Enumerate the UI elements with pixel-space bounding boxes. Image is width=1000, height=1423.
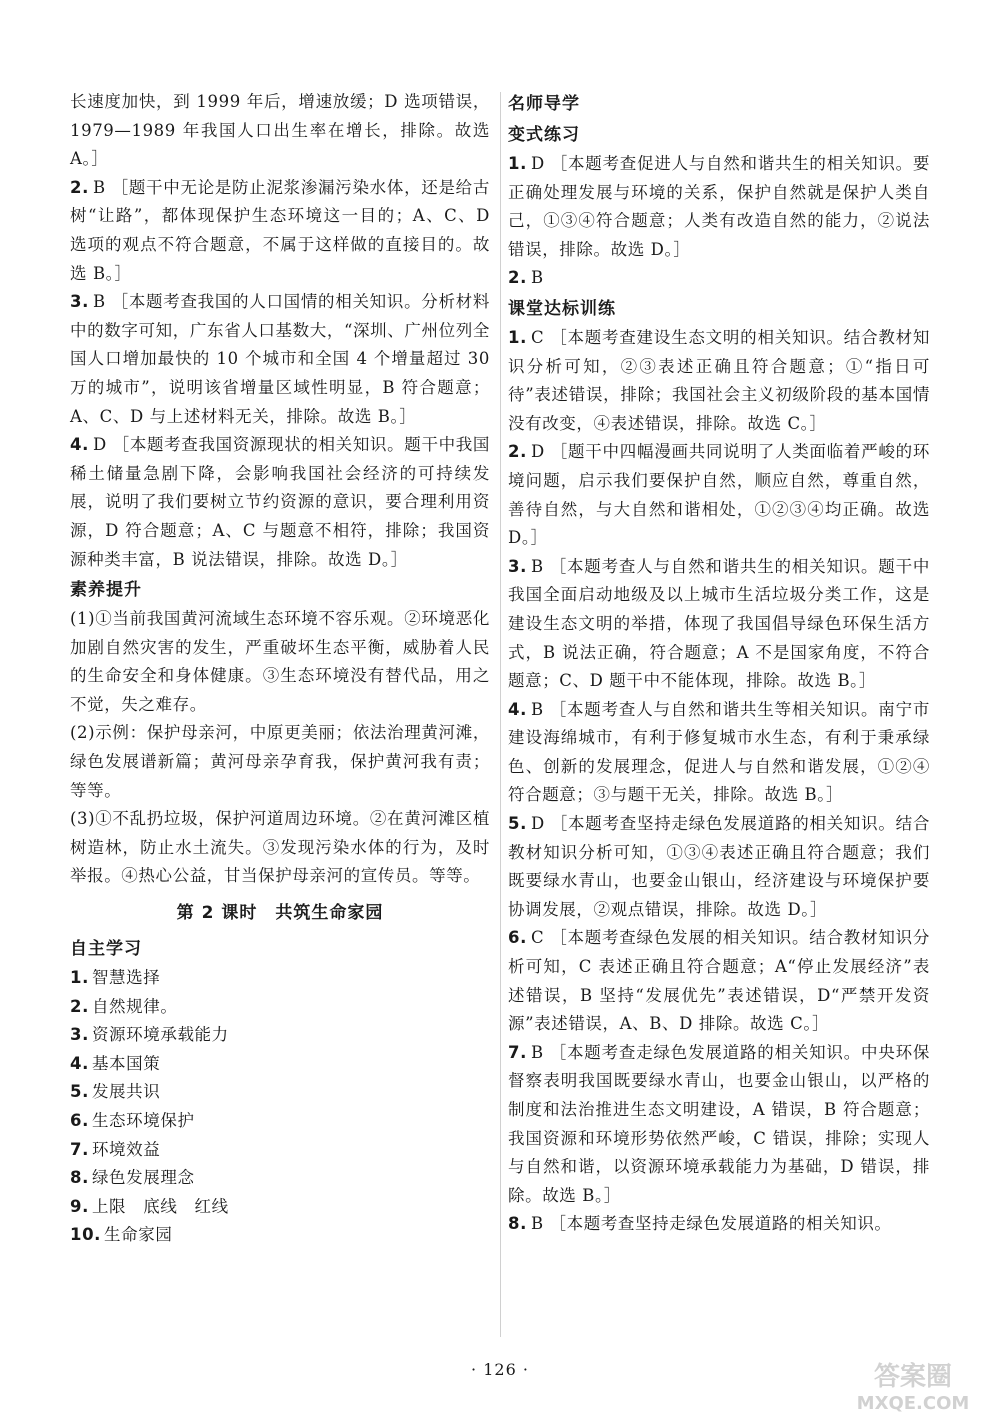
item-text: 环境效益	[91, 1139, 161, 1159]
answer-item	[508, 553, 930, 696]
item-text: 绿色发展理念	[91, 1168, 195, 1188]
item-text: D ［本题考查我国资源现状的相关知识。题干中我国稀土储量急剧下降，会影响我国社会经济的可持续发展，说明了我们要树立节约资源的意识，要合理利用资源，D 符合题意；A、C 与题意不相符，排除；我国资源种类丰富，B 说法错误，排除。故选 D。］	[70, 435, 490, 569]
item-number: 3.	[70, 1025, 89, 1045]
item-number: 4.	[70, 1053, 89, 1073]
item-number: 1.	[70, 968, 89, 988]
item-number: 4.	[508, 699, 527, 719]
item-text: 资源环境承载能力	[91, 1025, 229, 1045]
item-number: 8.	[70, 1168, 89, 1188]
suyang-paragraph: (1)①当前我国黄河流域生态环境不容乐观。②环境恶化加剧自然灾害的发生，严重破坏生态平衡，威胁着人民的生命安全和身体健康。③生态环境没有替代品，用之不觉，失之难存。	[70, 609, 490, 714]
lesson-title: 第 2 课时 共筑生命家园	[176, 903, 384, 924]
list-item	[70, 1136, 490, 1165]
item-number: 5.	[70, 1082, 89, 1102]
item-text: 发展共识	[91, 1082, 161, 1102]
item-text: 生命家园	[104, 1225, 173, 1245]
item-number: 2.	[70, 996, 89, 1016]
answer-item	[508, 696, 930, 810]
list-item	[70, 964, 490, 993]
item-text: D ［题干中四幅漫画共同说明了人类面临着严峻的环境问题，启示我们要保护自然，顺应自然，尊重自然，善待自然，与大自然和谐相处，①②③④均正确。故选 D。］	[508, 442, 930, 548]
list-item	[70, 1050, 490, 1079]
suyang-paragraph: (2)示例：保护母亲河，中原更美丽；依法治理黄河滩，绿色发展谱新篇；黄河母亲孕育我，保护黄河我有责；等等。	[70, 723, 490, 800]
answer-item	[508, 264, 930, 293]
item-text: D ［本题考查坚持走绿色发展道路的相关知识。结合教材知识分析可知，①③④表述正确且符合题意；我们既要绿水青山，也要金山银山，经济建设与环境保护要协调发展，②观点错误，排除。故选 D。］	[508, 814, 930, 919]
section-title-mingshi: 名师导学	[508, 94, 580, 114]
item-text: C ［本题考查建设生态文明的相关知识。结合教材知识分析可知，②③表述正确且符合题意；①“指日可待”表述错误，排除；我国社会主义初级阶段的基本国情没有改变，④表述错误，排除。故选 C。］	[508, 327, 930, 433]
item-number: 2.	[508, 268, 527, 288]
item-text: D ［本题考查促进人与自然和谐共生的相关知识。要正确处理发展与环境的关系，保护自然就是保护人类自己，①③④符合题意；人类有改造自然的能力，②说法错误，排除。故选 D。］	[508, 154, 930, 259]
column-divider	[500, 92, 501, 1337]
intro-paragraph: 长速度加快，到 1999 年后，增速放缓；D 选项错误，1979—1989 年我国人口出生率在增长，排除。故选 A。］	[70, 92, 490, 169]
item-text: 自然规律。	[91, 996, 178, 1016]
answer-item	[508, 924, 930, 1038]
list-item	[70, 1221, 490, 1250]
item-number: 1.	[508, 327, 527, 347]
page-number: · 126 ·	[471, 1360, 529, 1379]
item-number: 9.	[70, 1196, 89, 1216]
answer-item	[508, 1039, 930, 1211]
answer-item	[508, 810, 930, 924]
list-item	[70, 1021, 490, 1050]
answer-item	[70, 174, 490, 288]
list-item	[70, 1107, 490, 1136]
list-item	[70, 1193, 490, 1222]
watermark-text-url: MXQE.COM	[856, 1393, 970, 1414]
item-text: B ［本题考查人与自然和谐共生等相关知识。南宁市建设海绵城市，有利于修复城市水生态，有利于秉承绿色、创新的发展理念，促进人与自然和谐发展，①②④符合题意；③与题干无关，排除。故选 B。］	[508, 699, 930, 805]
item-text: B ［本题考查走绿色发展道路的相关知识。中央环保督察表明我国既要绿水青山，也要金山银山，以严格的制度和法治推进生态文明建设，A 错误，B 符合题意；我国资源和环境形势依然严峻，C 错误，排除；实现人与自然和谐，以资源环境承载能力为基础，D 错误，排除。故选 B。］	[508, 1042, 930, 1205]
section-title-suyang: 素养提升	[70, 580, 142, 601]
list-item	[70, 993, 490, 1022]
item-number: 3.	[70, 292, 89, 312]
item-number: 10.	[70, 1225, 102, 1245]
item-number: 6.	[70, 1111, 89, 1130]
section-title-zizhu: 自主学习	[70, 939, 142, 960]
answer-item	[70, 431, 490, 574]
answer-item	[508, 438, 930, 552]
item-text: B	[530, 268, 544, 288]
item-number: 7.	[70, 1139, 89, 1159]
item-text: B ［本题考查人与自然和谐共生的相关知识。题干中我国全面启动地级及以上城市生活垃圾分类工作，这是建设生态文明的举措，体现了我国倡导绿色环保生活方式，B 说法正确，符合题意；A 不是国家角度，不符合题意；C、D 题干中不能体现，排除。故选 B。］	[508, 556, 930, 691]
answer-item	[508, 324, 930, 438]
item-number: 2.	[508, 442, 527, 462]
item-number: 2.	[70, 177, 89, 197]
item-text: 上限 底线 红线	[91, 1196, 229, 1216]
left-column	[70, 88, 490, 1250]
item-text: 生态环境保护	[91, 1111, 195, 1130]
item-number: 1.	[508, 154, 527, 173]
list-item	[70, 1164, 490, 1193]
item-text: B ［本题考查坚持走绿色发展道路的相关知识。	[530, 1214, 892, 1234]
watermark-text-cn: 答案圈	[873, 1362, 953, 1392]
item-text: 智慧选择	[91, 968, 161, 988]
section-title-bianshi: 变式练习	[508, 125, 580, 145]
item-number: 4.	[70, 435, 89, 455]
section-title-ketang: 课堂达标训练	[508, 298, 616, 319]
item-text: B ［题干中无论是防止泥浆渗漏污染水体，还是给古树“让路”，都体现保护生态环境这一目的；A、C、D 选项的观点不符合题意，不属于这样做的直接目的。故选 B。］	[70, 177, 490, 283]
suyang-paragraph: (3)①不乱扔垃圾，保护河道周边环境。②在黄河滩区植树造林，防止水土流失。③发现污染水体的行为，及时举报。④热心公益，甘当保护母亲河的宣传员。等等。	[70, 809, 490, 886]
answer-item	[508, 150, 930, 264]
item-text: C ［本题考查绿色发展的相关知识。结合教材知识分析可知，C 表述正确且符合题意；A“停止发展经济”表述错误，B 坚持“发展优先”表述错误，D“严禁开发资源”表述错误，A、B、D 排除。故选 C。］	[508, 928, 930, 1034]
right-column	[508, 88, 930, 1239]
watermark-logo	[838, 1355, 988, 1415]
answer-item	[508, 1210, 930, 1239]
item-number: 8.	[508, 1214, 527, 1234]
item-text: 基本国策	[91, 1053, 161, 1073]
item-number: 6.	[508, 928, 527, 948]
item-number: 3.	[508, 556, 527, 576]
item-number: 7.	[508, 1042, 527, 1062]
answer-item	[70, 288, 490, 431]
list-item	[70, 1078, 490, 1107]
item-number: 5.	[508, 814, 527, 834]
item-text: B ［本题考查我国的人口国情的相关知识。分析材料中的数字可知，广东省人口基数大，“深圳、广州位列全国人口增加最快的 10 个城市和全国 4 个增量超过 30 万的城市”，说明该省增量区域性明显，B 符合题意；A、C、D 与上述材料无关，排除。故选 B。］	[70, 292, 490, 426]
